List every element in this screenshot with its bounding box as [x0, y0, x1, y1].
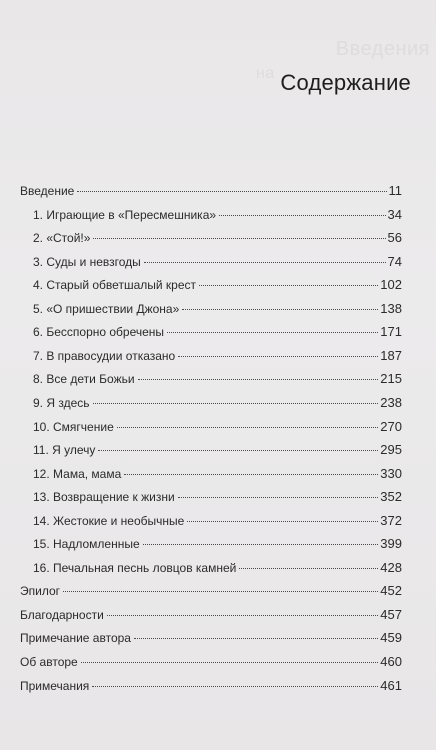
- toc-entry-title: Благодарности: [20, 607, 104, 622]
- toc-entry: [33, 442, 402, 462]
- dot-leader: [143, 544, 379, 545]
- dot-leader: [178, 497, 379, 498]
- toc-entry-page-number: 428: [380, 559, 402, 575]
- toc-entry-page-number: 457: [380, 606, 402, 622]
- toc-entry-page-number: 102: [380, 277, 402, 293]
- toc-entry-title: 15. Надломленные: [33, 537, 140, 552]
- toc-entry: [20, 183, 402, 203]
- toc-entry-page-number: 352: [380, 489, 402, 505]
- toc-entry: [33, 348, 402, 368]
- dot-leader: [107, 615, 379, 616]
- toc-entry-title: 8. Все дети Божьи: [33, 372, 135, 387]
- toc-entry-page-number: 11: [388, 183, 402, 198]
- toc-entry: [20, 583, 402, 603]
- dot-leader: [93, 403, 379, 404]
- toc-entry: [33, 254, 402, 274]
- toc-entry: [20, 607, 402, 627]
- toc-entry-title: 10. Смягчение: [33, 419, 114, 434]
- toc-entry-page-number: 187: [380, 347, 402, 363]
- toc-entry-title: 12. Мама, мама: [33, 466, 122, 481]
- toc-entry-page-number: 56: [387, 230, 402, 246]
- dot-leader: [81, 662, 379, 663]
- dot-leader: [77, 191, 386, 192]
- toc-entry-page-number: 34: [387, 206, 402, 222]
- toc-entry: [33, 560, 402, 580]
- toc-entry: [33, 207, 402, 227]
- toc-entry: [33, 466, 402, 486]
- toc-entry-title: 9. Я здесь: [33, 395, 90, 410]
- toc-entry-title: 16. Печальная песнь ловцов камней: [33, 560, 237, 575]
- dot-leader: [178, 356, 378, 357]
- toc-entry: [33, 395, 402, 415]
- toc-entry-title: 4. Старый обветшалый крест: [33, 278, 196, 293]
- dot-leader: [124, 474, 378, 475]
- dot-leader: [92, 686, 378, 687]
- toc-entry: [33, 230, 402, 250]
- toc-entry-page-number: 330: [380, 465, 402, 481]
- toc-entry-title: Примечание автора: [20, 631, 131, 646]
- toc-entry-page-number: 460: [380, 654, 402, 669]
- toc-entry: [33, 324, 402, 344]
- dot-leader: [187, 521, 378, 522]
- dot-leader: [144, 262, 386, 263]
- toc-entry-page-number: 215: [380, 371, 402, 387]
- toc-entry: [20, 678, 402, 698]
- dot-leader: [138, 379, 379, 380]
- toc-entry-page-number: 238: [380, 394, 402, 410]
- toc-entry-page-number: 372: [380, 512, 402, 528]
- toc-entry: [33, 489, 402, 509]
- dot-leader: [98, 450, 378, 451]
- show-through-text: Введения: [335, 38, 430, 60]
- toc-entry-page-number: 138: [380, 300, 402, 316]
- toc-entry-page-number: 459: [380, 630, 402, 646]
- toc-entry-page-number: 270: [380, 418, 402, 434]
- toc-entry-page-number: 452: [380, 583, 402, 599]
- page-title: Содержание: [280, 70, 411, 95]
- toc-entry-title: 7. В правосудии отказано: [33, 348, 176, 363]
- toc-entry-title: Введение: [20, 184, 75, 198]
- toc-entry-title: 6. Бесспорно обречены: [33, 325, 165, 340]
- dot-leader: [134, 638, 378, 639]
- toc-entry-page-number: 399: [380, 536, 402, 552]
- toc-entry-title: 5. «О пришествии Джона»: [33, 301, 180, 316]
- toc-entry-title: 3. Суды и невзгоды: [33, 254, 141, 269]
- show-through-text: на: [256, 65, 275, 82]
- toc-entry: [33, 536, 402, 556]
- toc-entry: [33, 277, 402, 297]
- toc-entry-title: 2. «Стой!»: [33, 231, 91, 246]
- toc-entry-title: Эпилог: [20, 584, 61, 599]
- toc-entry-page-number: 461: [380, 677, 402, 693]
- toc-entry-page-number: 295: [380, 442, 402, 458]
- toc-entry: [33, 371, 402, 391]
- toc-entry-title: 14. Жестокие и необычные: [33, 513, 185, 528]
- dot-leader: [117, 427, 379, 428]
- toc-entry-title: 1. Играющие в «Пересмешника»: [33, 207, 217, 222]
- dot-leader: [167, 332, 378, 333]
- dot-leader: [93, 238, 385, 239]
- toc-entry: [20, 654, 402, 674]
- toc-entry: [33, 419, 402, 439]
- toc-entry-title: 13. Возвращение к жизни: [33, 490, 175, 505]
- dot-leader: [63, 591, 378, 592]
- dot-leader: [219, 215, 385, 216]
- toc-entry: [33, 513, 402, 533]
- toc-entry-title: Об авторе: [20, 655, 78, 669]
- toc-entry-page-number: 171: [380, 324, 402, 340]
- toc-entry-title: Примечания: [20, 678, 90, 693]
- toc-entry: [33, 301, 402, 321]
- dot-leader: [182, 309, 378, 310]
- toc-entry: [20, 630, 402, 650]
- dot-leader: [199, 285, 378, 286]
- toc-entry-title: 11. Я улечу: [33, 443, 96, 458]
- toc-entry-page-number: 74: [387, 253, 402, 269]
- dot-leader: [239, 568, 378, 569]
